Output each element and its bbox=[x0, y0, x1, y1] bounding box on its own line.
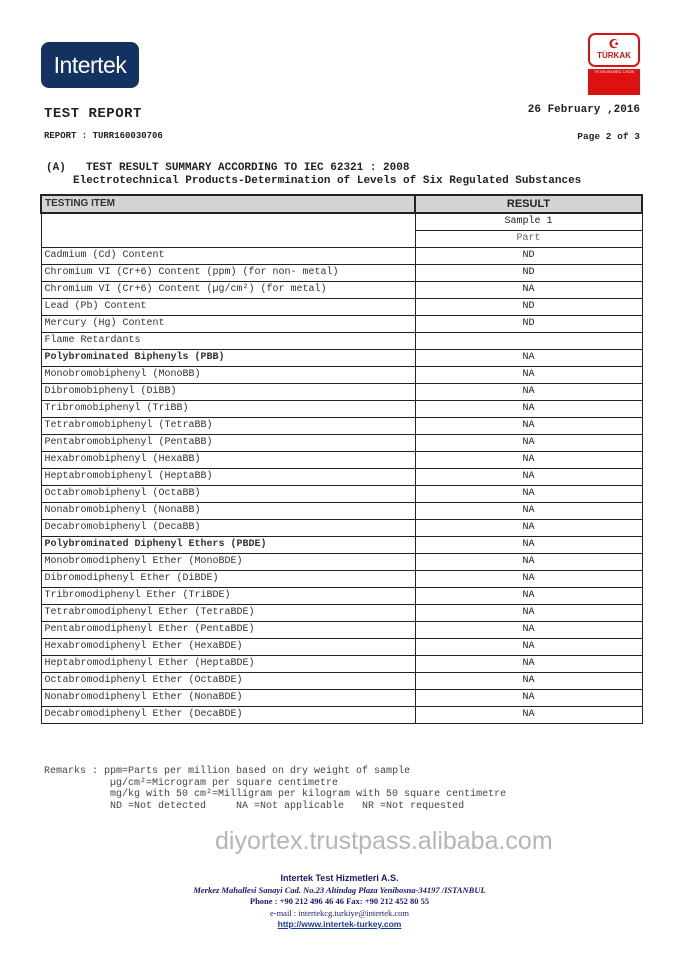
result-value: NA bbox=[415, 588, 642, 605]
table-row bbox=[41, 282, 642, 299]
testing-item: Pentabromodiphenyl Ether (PentaBDE) bbox=[41, 622, 415, 639]
table-row bbox=[41, 418, 642, 435]
table-row bbox=[41, 588, 642, 605]
result-value: NA bbox=[415, 367, 642, 384]
result-value: NA bbox=[415, 503, 642, 520]
table-row bbox=[41, 333, 642, 350]
results-table bbox=[40, 194, 643, 724]
part-label: Part bbox=[415, 231, 642, 248]
report-title: TEST REPORT bbox=[44, 106, 142, 122]
testing-item: Nonabromodiphenyl Ether (NonaBDE) bbox=[41, 690, 415, 707]
result-value: NA bbox=[415, 690, 642, 707]
result-value: ND bbox=[415, 248, 642, 265]
intertek-logo bbox=[41, 42, 139, 88]
table-row bbox=[41, 350, 642, 367]
result-value: NA bbox=[415, 418, 642, 435]
result-value: ND bbox=[415, 265, 642, 282]
col-header-testing-item: TESTING ITEM bbox=[41, 195, 415, 213]
table-row bbox=[41, 316, 642, 333]
result-value: NA bbox=[415, 656, 642, 673]
blank-cell bbox=[41, 213, 415, 248]
report-date: 26 February ,2016 bbox=[527, 104, 640, 116]
table-row bbox=[41, 554, 642, 571]
remark-line: ppm=Parts per million based on dry weight of sample bbox=[104, 766, 411, 777]
testing-item: Pentabromobiphenyl (PentaBB) bbox=[41, 435, 415, 452]
accreditation-text: TÜRKAK bbox=[597, 51, 631, 60]
testing-item: Dibromobiphenyl (DiBB) bbox=[41, 384, 415, 401]
testing-item: Tetrabromodiphenyl Ether (TetraBDE) bbox=[41, 605, 415, 622]
footer-website-link[interactable]: http://www.intertek-turkey.com bbox=[277, 919, 402, 929]
table-row bbox=[41, 605, 642, 622]
section-subtitle: Electrotechnical Products-Determination of Levels of Six Regulated Substances bbox=[73, 175, 582, 187]
result-value: NA bbox=[415, 520, 642, 537]
section-title: TEST RESULT SUMMARY ACCORDING TO IEC 62321 : 2008 bbox=[86, 162, 410, 174]
sample-row bbox=[41, 213, 642, 231]
result-value: NA bbox=[415, 350, 642, 367]
remark-line: ND =Not detected NA =Not applicable NR =Not requested bbox=[110, 800, 465, 812]
footer-phone: Phone : +90 212 496 46 46 Fax: +90 212 452 80 55 bbox=[249, 896, 430, 906]
testing-item: Tribromodiphenyl Ether (TriBDE) bbox=[41, 588, 415, 605]
result-value: NA bbox=[415, 673, 642, 690]
result-value bbox=[415, 333, 642, 350]
footer-address: Merkez Mahallesi Sanayi Cad. No.23 Altindag Plaza Yenibosna-34197 /ISTANBUL bbox=[193, 884, 486, 895]
testing-item: Tribromobiphenyl (TriBB) bbox=[41, 401, 415, 418]
table-row bbox=[41, 520, 642, 537]
table-row bbox=[41, 469, 642, 486]
watermark: diyortex.trustpass.alibaba.com bbox=[215, 827, 553, 855]
testing-item: Heptabromobiphenyl (HeptaBB) bbox=[41, 469, 415, 486]
turkak-accreditation-logo bbox=[588, 33, 640, 103]
crescent-star-icon: ☪ bbox=[608, 37, 620, 51]
result-value: ND bbox=[415, 299, 642, 316]
table-row bbox=[41, 622, 642, 639]
testing-item: Octabromobiphenyl (OctaBB) bbox=[41, 486, 415, 503]
table-row bbox=[41, 656, 642, 673]
table-row bbox=[41, 248, 642, 265]
result-value: NA bbox=[415, 707, 642, 724]
result-value: NA bbox=[415, 605, 642, 622]
result-value: NA bbox=[415, 452, 642, 469]
footer-email: e-mail : intertekcg.turkiye@intertek.com bbox=[269, 907, 410, 918]
result-value: NA bbox=[415, 401, 642, 418]
page-number: Page 2 of 3 bbox=[577, 131, 640, 142]
table-row bbox=[41, 503, 642, 520]
testing-item: Decabromodiphenyl Ether (DecaBDE) bbox=[41, 707, 415, 724]
testing-item: Heptabromodiphenyl Ether (HeptaBDE) bbox=[41, 656, 415, 673]
testing-item: Flame Retardants bbox=[41, 333, 415, 350]
testing-item: Octabromodiphenyl Ether (OctaBDE) bbox=[41, 673, 415, 690]
table-row bbox=[41, 537, 642, 554]
testing-item: Tetrabromobiphenyl (TetraBB) bbox=[41, 418, 415, 435]
section-label: (A) bbox=[46, 162, 66, 174]
sample-label: Sample 1 bbox=[415, 213, 642, 231]
remarks-label: Remarks : bbox=[44, 766, 105, 777]
table-row bbox=[41, 673, 642, 690]
table-row bbox=[41, 401, 642, 418]
result-value: ND bbox=[415, 316, 642, 333]
testing-item: Hexabromodiphenyl Ether (HexaBDE) bbox=[41, 639, 415, 656]
table-row bbox=[41, 452, 642, 469]
testing-item: Monobromobiphenyl (MonoBB) bbox=[41, 367, 415, 384]
table-row bbox=[41, 299, 642, 316]
footer bbox=[0, 873, 679, 931]
result-value: NA bbox=[415, 571, 642, 588]
result-value: NA bbox=[415, 639, 642, 656]
section-heading bbox=[46, 162, 409, 174]
testing-item: Mercury (Hg) Content bbox=[41, 316, 415, 333]
table-row bbox=[41, 707, 642, 724]
testing-item: Decabromobiphenyl (DecaBB) bbox=[41, 520, 415, 537]
testing-item: Monobromodiphenyl Ether (MonoBDE) bbox=[41, 554, 415, 571]
remarks bbox=[44, 766, 506, 812]
logo-text: Intertek bbox=[53, 51, 127, 78]
table-row bbox=[41, 571, 642, 588]
testing-item: Dibromodiphenyl Ether (DiBDE) bbox=[41, 571, 415, 588]
remark-line: µg/cm²=Microgram per square centimetre bbox=[110, 777, 339, 789]
testing-item: Chromium VI (Cr+6) Content (ppm) (for non- metal) bbox=[41, 265, 415, 282]
testing-item: Polybrominated Diphenyl Ethers (PBDE) bbox=[41, 537, 415, 554]
testing-item: Cadmium (Cd) Content bbox=[41, 248, 415, 265]
table-row bbox=[41, 486, 642, 503]
table-row bbox=[41, 265, 642, 282]
result-value: NA bbox=[415, 537, 642, 554]
testing-item: Polybrominated Biphenyls (PBB) bbox=[41, 350, 415, 367]
testing-item: Lead (Pb) Content bbox=[41, 299, 415, 316]
table-row bbox=[41, 690, 642, 707]
table-row bbox=[41, 435, 642, 452]
table-row bbox=[41, 639, 642, 656]
result-value: NA bbox=[415, 384, 642, 401]
result-value: NA bbox=[415, 554, 642, 571]
result-value: NA bbox=[415, 622, 642, 639]
table-row bbox=[41, 367, 642, 384]
testing-item: Chromium VI (Cr+6) Content (µg/cm²) (for metal) bbox=[41, 282, 415, 299]
accreditation-sub: TS EN ISO/IEC 17025 bbox=[588, 69, 640, 95]
result-value: NA bbox=[415, 435, 642, 452]
report-number: REPORT : TURR160030706 bbox=[44, 131, 163, 141]
footer-company: Intertek Test Hizmetleri A.S. bbox=[280, 873, 399, 883]
result-value: NA bbox=[415, 469, 642, 486]
testing-item: Hexabromobiphenyl (HexaBB) bbox=[41, 452, 415, 469]
result-value: NA bbox=[415, 486, 642, 503]
table-header-row bbox=[41, 195, 642, 213]
testing-item: Nonabromobiphenyl (NonaBB) bbox=[41, 503, 415, 520]
table-row bbox=[41, 384, 642, 401]
result-value: NA bbox=[415, 282, 642, 299]
remark-line: mg/kg with 50 cm²=Milligram per kilogram with 50 square centimetre bbox=[110, 789, 507, 801]
col-header-result: RESULT bbox=[415, 195, 642, 213]
